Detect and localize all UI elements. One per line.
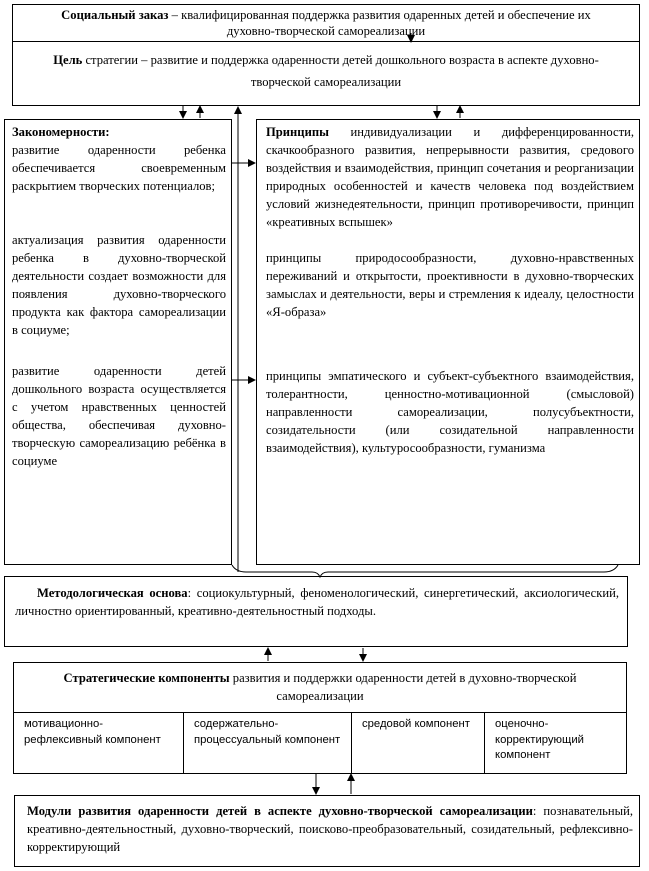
regularity-item: развитие одаренности детей дошкольного возраста осуществляется с учетом нравственных ценностей общества, обеспечивая духовно-творческую самореализацию ребёнка в социуме [12,364,226,468]
principle-item: Принципы индивидуализации и дифференцированности, скачкообразного развития, непрерывности развития, средового воздействия и взаимодействия, принцип сочетания и реорганизации природных особенностей и качеств человека под воздействием условий жизнедеятельности, принцип противоречивости, принцип «креативных вспышек» [266,125,634,229]
methodology-text: : социокультурный, феноменологический, синергетический, аксиологический, личностно ориентированный, креативно-деятельностный подходы. [15,586,619,618]
component-cell: мотивационно-рефлексивный компонент [14,713,184,773]
regularity-item: актуализация развития одаренности ребенка в духовно-творческой деятельности создает возможности для появления духовно-творческого продукта как фактора самореализации в социуме; [12,233,226,337]
component-cell: оценочно-корректирующий компонент [495,718,584,761]
social-order-text: – квалифицированная поддержка развития одаренных детей и обеспечение их духовно-творческой самореализации [168,8,591,38]
methodology-title: Методологическая основа [37,586,188,600]
principle-item: принципы эмпатического и субъект-субъектного взаимодействия, толерантности, ценностно-мотивационной (смысловой) направленности самореализации, полусубъектности, созидательности (или созидательной направленности взаимодействия), культуросообразности, гуманизма [266,369,634,455]
modules-title: Модули развития одаренности детей в аспекте духовно-творческой самореализации [27,804,533,818]
goal-title: Цель [53,53,83,67]
modules-text: : познавательный, креативно-деятельностный, духовно-творческий, поисково-преобразовательный, созидательный, рефлексивно-корректирующий [27,804,633,854]
principles-title: Принципы [266,125,329,139]
regularity-item: развитие одаренности ребенка обеспечивается своевременным раскрытием творческих потенциалов; [12,143,226,193]
strategic-title: Стратегические компоненты [63,671,230,685]
principle-item: принципы природосообразности, духовно-нравственных переживаний и открытости, проективности в духовно-творческих замыслах и деятельности, веры и стремления к идеалу, целостности «Я-образа» [266,251,634,319]
strategic-text: развития и поддержки одаренности детей в духовно-творческой самореализации [229,671,577,703]
regularities-title: Закономерности: [12,125,110,139]
component-cell: содержательно-процессуальный компонент [184,713,352,773]
goal-text: стратегии – развитие и поддержка одаренности детей дошкольного возраста в аспекте духовно-творческой самореализации [82,53,599,89]
brace-connector [232,565,618,577]
component-cell: средовой компонент [352,713,485,773]
social-order-title: Социальный заказ [61,8,169,22]
